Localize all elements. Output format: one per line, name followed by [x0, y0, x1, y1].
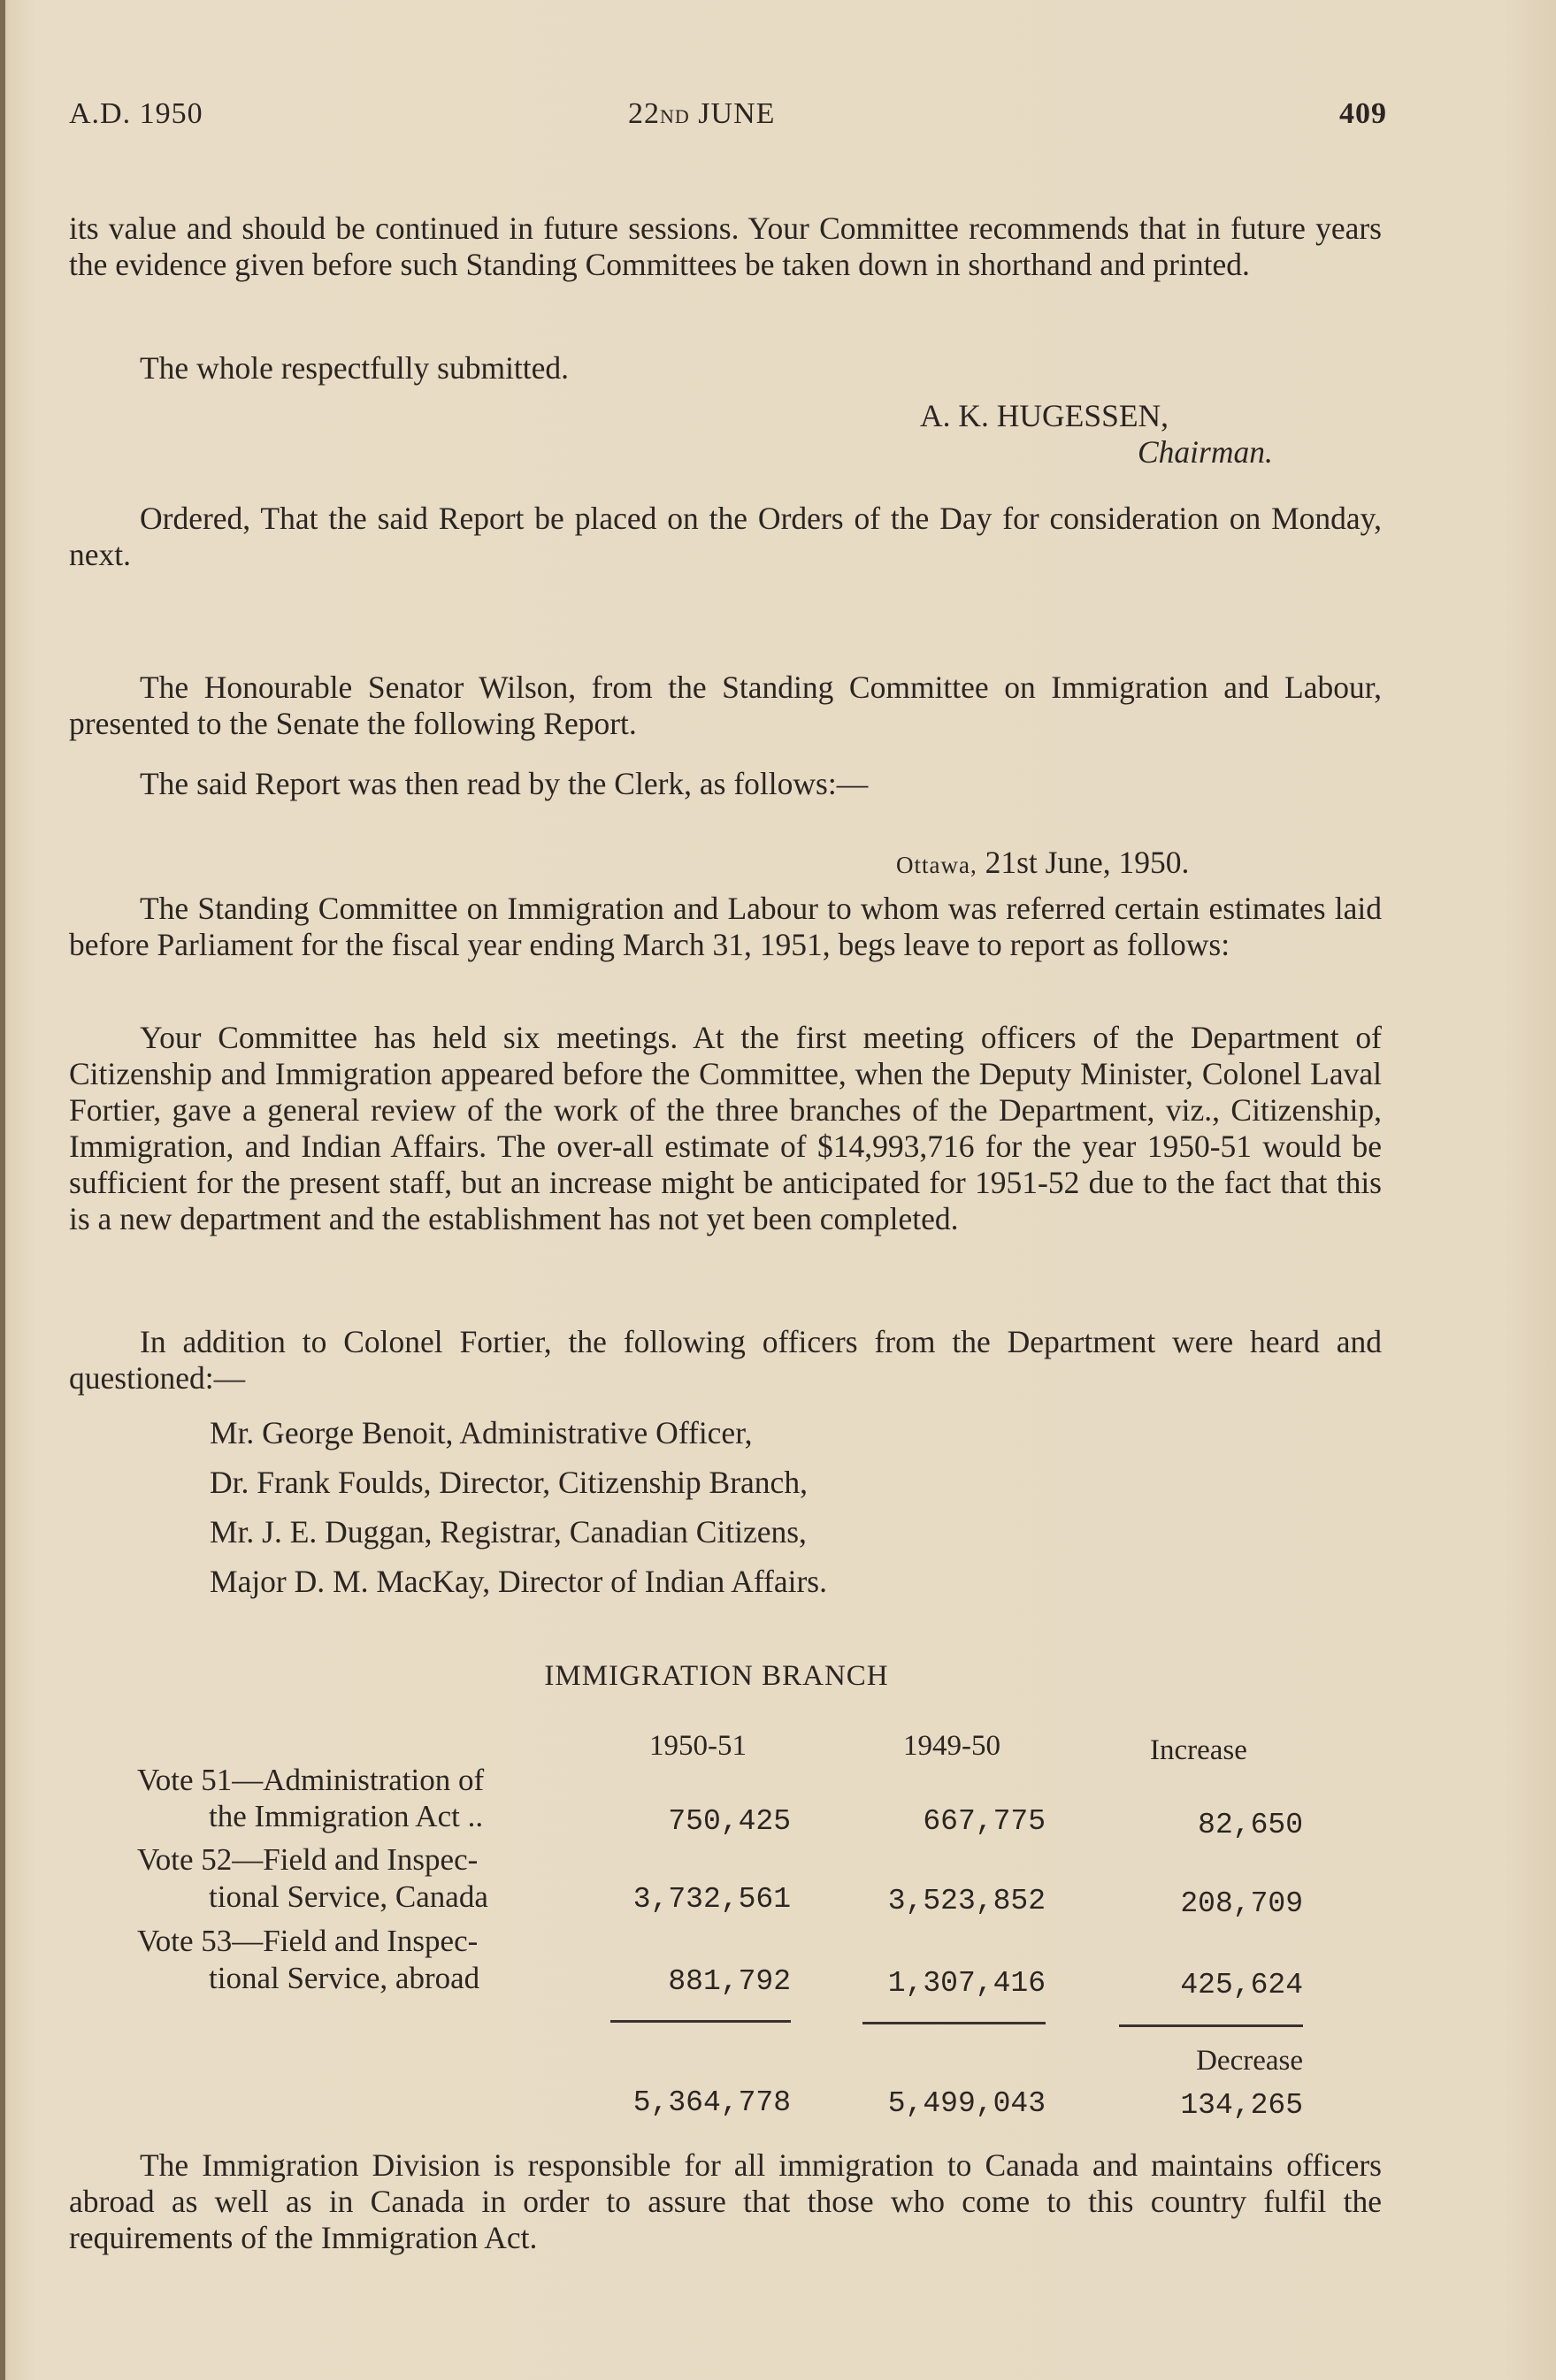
col-header-1950-51: 1950-51 [649, 1730, 747, 1762]
vote-52-line1: Vote 52—Field and Inspec- [137, 1842, 479, 1877]
col-header-1949-50: 1949-50 [903, 1730, 1000, 1762]
sum-rule-1950 [610, 2020, 791, 2023]
vote-53-1949: 1,307,416 [887, 1967, 1046, 2000]
total-decrease: 134,265 [1180, 2089, 1303, 2122]
vote-51-1950: 750,425 [668, 1805, 791, 1838]
paragraph-committee-intro: The Standing Committee on Immigration and Labour to whom was referred certain estimates laid before Parliament for the fiscal year ending March 31, 1951, begs leave to report as follows: [69, 891, 1382, 962]
dateline: Ottawa, 21st June, 1950. [896, 845, 1190, 880]
vote-53-increase: 425,624 [1180, 1969, 1303, 2001]
vote-51-line2: the Immigration Act .. [209, 1799, 484, 1833]
vote-52-increase: 208,709 [1180, 1887, 1303, 1920]
vote-52-1950: 3,732,561 [632, 1883, 791, 1916]
paragraph-immigration-division: The Immigration Division is responsible for all immigration to Canada and maintains officers abroad as well as in Canada in order to assure that those who come to this country fulfil the requirements of the Immigration Act. [69, 2147, 1382, 2255]
signer-title: Chairman. [1138, 434, 1273, 470]
paragraph-officers-intro: In addition to Colonel Fortier, the following officers from the Department were heard and questioned:— [69, 1324, 1382, 1396]
vote-51-line1: Vote 51—Administration of [137, 1763, 485, 1797]
signer-name: A. K. HUGESSEN, [920, 398, 1169, 433]
officer-mackay: Major D. M. MacKay, Director of Indian Affairs. [210, 1564, 827, 1599]
vote-53-1950: 881,792 [668, 1965, 791, 1998]
paragraph-continuation: its value and should be continued in future sessions. Your Committee recommends that in future years the evidence given before such Standing Committees be taken down in shorthand and printed. [69, 210, 1382, 282]
running-header [69, 97, 1387, 142]
officer-duggan: Mr. J. E. Duggan, Registrar, Canadian Citizens, [210, 1514, 807, 1550]
header-date: 22ND JUNE [628, 97, 776, 130]
decrease-label: Decrease [1196, 2045, 1303, 2077]
paragraph-ordered: Ordered, That the said Report be placed on the Orders of the Day for consideration on Monday, next. [69, 501, 1382, 572]
vote-51-1949: 667,775 [923, 1805, 1046, 1838]
paragraph-submitted: The whole respectfully submitted. [140, 350, 570, 386]
officer-foulds: Dr. Frank Foulds, Director, Citizenship Branch, [210, 1465, 808, 1500]
sum-rule-1949 [862, 2022, 1046, 2024]
paragraph-presented: The Honourable Senator Wilson, from the Standing Committee on Immigration and Labour, presented to the Senate the following Report. [69, 670, 1382, 741]
header-year: A.D. 1950 [69, 97, 203, 130]
sum-rule-increase [1119, 2024, 1303, 2027]
total-1950: 5,364,778 [632, 2086, 791, 2119]
vote-51-increase: 82,650 [1198, 1809, 1303, 1841]
vote-53-line1: Vote 53—Field and Inspec- [137, 1924, 479, 1958]
paragraph-meetings: Your Committee has held six meetings. At the first meeting officers of the Department of Citizenship and Immigration appeared before the Committee, when the Deputy Minister, Colonel Laval Fortier, gave a general review of the work of the three branches of the Department, viz., Citizenship, Immigration, and Indian Affairs. The over-all estimate of $14,993,716 for the year 1950-51 would be sufficient for the present staff, but an increase might be anticipated for 1951-52 due to the fact that this is a new department and the establishment has not yet been completed. [69, 1020, 1382, 1236]
total-1949: 5,499,043 [887, 2087, 1046, 2120]
vote-52-1949: 3,523,852 [887, 1885, 1046, 1917]
col-header-increase: Increase [1150, 1734, 1247, 1766]
table-heading: IMMIGRATION BRANCH [544, 1660, 889, 1692]
officer-benoit: Mr. George Benoit, Administrative Officer, [210, 1415, 753, 1450]
vote-53-line2: tional Service, abroad [209, 1961, 480, 1995]
page-spine-edge [0, 0, 5, 2380]
page-number: 409 [1339, 97, 1387, 130]
vote-52-line2: tional Service, Canada [209, 1879, 488, 1914]
paragraph-read: The said Report was then read by the Clerk, as follows:— [140, 766, 869, 801]
